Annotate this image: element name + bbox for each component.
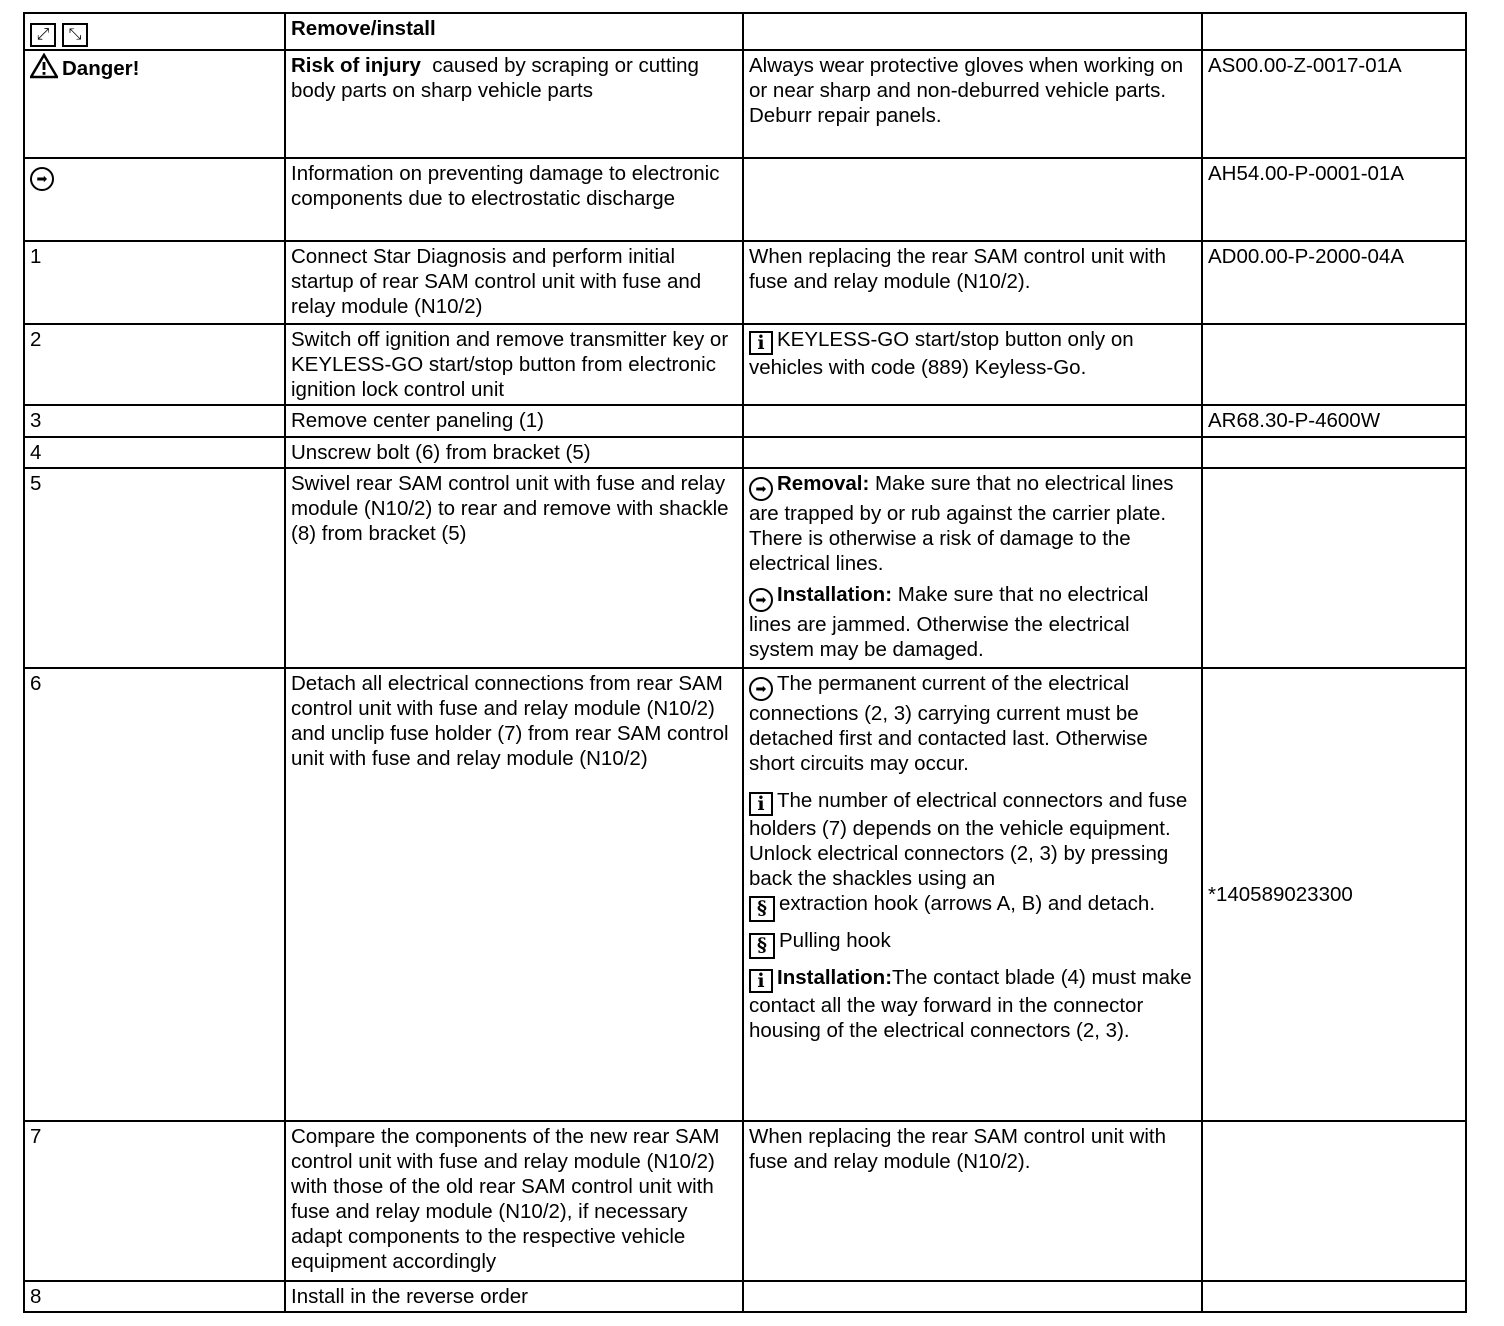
danger-note-1: Always wear protective gloves when working on or near sharp and non-deburred vehicle parts. <box>749 54 1184 102</box>
installation-text: The contact blade (4) must make contact all the way forward in the connector housing of the electrical connectors (2, 3). <box>749 966 1192 1042</box>
danger-note-2: Deburr repair panels. <box>749 104 942 127</box>
step-ref-cell <box>1202 405 1466 437</box>
step-text: Connect Star Diagnosis and perform initial startup of rear SAM control unit with fuse and relay module (N10/2) <box>291 245 702 318</box>
info-icon: i <box>749 331 773 355</box>
esd-damage-icon: ➡ <box>30 167 54 191</box>
pulling-hook-note <box>749 928 1196 959</box>
installation-label: Installation: <box>777 583 893 606</box>
header-empty-cell <box>743 13 1202 50</box>
danger-label-cell <box>24 50 285 158</box>
step-ref-cell <box>1202 1281 1466 1312</box>
step-text: Remove center paneling (1) <box>291 409 544 432</box>
table-row <box>24 324 1466 405</box>
danger-ref: AS00.00-Z-0017-01A <box>1208 54 1402 77</box>
step-note-cell <box>743 405 1202 437</box>
danger-ref-cell <box>1202 50 1466 158</box>
collapse-arrows-icon[interactable]: ⤡ <box>62 23 88 47</box>
step-note-cell <box>743 1121 1202 1281</box>
table-row <box>24 668 1466 1121</box>
step-note: KEYLESS-GO start/stop button only on vehicles with code (889) Keyless-Go. <box>749 328 1134 379</box>
step-number <box>24 468 285 668</box>
step-text-cell <box>285 324 743 405</box>
step-text-cell <box>285 668 743 1121</box>
removal-label: Removal: <box>777 472 870 495</box>
hook-note <box>749 891 1196 922</box>
esd-note-cell <box>743 158 1202 241</box>
step-number-text: 1 <box>30 245 42 268</box>
step-ref-cell <box>1202 468 1466 668</box>
removal-text: Make sure that no electrical lines are trapped by or rub against the carrier plate. There is otherwise a risk of damage to the electrical lines. <box>749 472 1174 575</box>
procedure-table <box>23 12 1467 1313</box>
step-note-cell <box>743 468 1202 668</box>
special-tool-icon: § <box>749 933 775 959</box>
step-number <box>24 405 285 437</box>
esd-note-text: The permanent current of the electrical connections (2, 3) carrying current must be detached first and contacted last. Otherwise short circuits may occur. <box>749 672 1148 775</box>
step-text-cell <box>285 405 743 437</box>
installation-note <box>749 582 1196 662</box>
esd-damage-icon: ➡ <box>749 677 773 701</box>
step-number <box>24 1281 285 1312</box>
step-ref-cell <box>1202 241 1466 324</box>
step-text-cell <box>285 241 743 324</box>
esd-text: Information on preventing damage to electronic components due to electrostatic discharge <box>291 162 720 210</box>
step-number <box>24 668 285 1121</box>
step-ref-cell <box>1202 1121 1466 1281</box>
table-row <box>24 405 1466 437</box>
table-row <box>24 1281 1466 1312</box>
step-text-cell <box>285 468 743 668</box>
step-ref-cell <box>1202 437 1466 468</box>
pulling-hook-text: Pulling hook <box>779 929 891 952</box>
step-note: When replacing the rear SAM control unit with fuse and relay module (N10/2). <box>749 245 1167 293</box>
esd-row <box>24 158 1466 241</box>
hook-note-text: extraction hook (arrows A, B) and detach. <box>779 892 1156 915</box>
info-icon: i <box>749 792 773 816</box>
step-text-cell <box>285 1121 743 1281</box>
step-number-text: 7 <box>30 1125 42 1148</box>
step-text: Detach all electrical connections from rear SAM control unit with fuse and relay module (N10/2) and unclip fuse holder (7) from rear SAM control unit with fuse and relay module (N10/2) <box>291 672 729 770</box>
table-row <box>24 1121 1466 1281</box>
header-empty-cell-2 <box>1202 13 1466 50</box>
step-ref-cell <box>1202 668 1466 1121</box>
esd-text-cell <box>285 158 743 241</box>
step-number <box>24 241 285 324</box>
risk-bold: Risk of injury <box>291 54 421 77</box>
warning-triangle-icon <box>30 53 58 79</box>
step-note: When replacing the rear SAM control unit with fuse and relay module (N10/2). <box>749 1125 1167 1173</box>
esd-note <box>749 671 1196 776</box>
step-number-text: 3 <box>30 409 42 432</box>
installation-note <box>749 965 1196 1043</box>
step-number-text: 8 <box>30 1285 42 1308</box>
danger-risk-cell <box>285 50 743 158</box>
step-text-cell <box>285 1281 743 1312</box>
info-icon: i <box>749 969 773 993</box>
installation-label: Installation: <box>777 966 893 989</box>
step-text: Compare the components of the new rear SAM control unit with fuse and relay module (N10/2) with those of the old rear SAM control unit with fuse and relay module (N10/2), if necessary adapt components to the respective vehicle equipment accordingly <box>291 1125 720 1273</box>
step-text: Install in the reverse order <box>291 1285 529 1308</box>
esd-icon-cell <box>24 158 285 241</box>
table-row <box>24 437 1466 468</box>
removal-note <box>749 471 1196 576</box>
esd-ref-cell <box>1202 158 1466 241</box>
step-note-cell <box>743 668 1202 1121</box>
step-number <box>24 437 285 468</box>
expand-arrows-icon[interactable]: ⤢ <box>30 23 56 47</box>
step-note-cell <box>743 241 1202 324</box>
step-ref: *140589023300 <box>1208 883 1353 906</box>
risk-text: caused by scraping or cutting body parts on sharp vehicle parts <box>291 54 699 102</box>
esd-ref: AH54.00-P-0001-01A <box>1208 162 1405 185</box>
special-tool-icon: § <box>749 896 775 922</box>
step-ref-cell <box>1202 324 1466 405</box>
danger-note-cell <box>743 50 1202 158</box>
step-text-cell <box>285 437 743 468</box>
unlock-note: Unlock electrical connectors (2, 3) by pressing back the shackles using an <box>749 842 1169 890</box>
step-number <box>24 324 285 405</box>
header-row <box>24 13 1466 50</box>
step-ref: AD00.00-P-2000-04A <box>1208 245 1405 268</box>
step-number-text: 2 <box>30 328 42 351</box>
step-note-cell <box>743 1281 1202 1312</box>
spacer <box>749 776 1196 788</box>
step-number-text: 6 <box>30 672 42 695</box>
table-row <box>24 241 1466 324</box>
installation-text: Make sure that no electrical lines are jammed. Otherwise the electrical system may be damaged. <box>749 583 1149 661</box>
step-number <box>24 1121 285 1281</box>
step-note-cell <box>743 437 1202 468</box>
esd-damage-icon: ➡ <box>749 477 773 501</box>
step-number-text: 5 <box>30 472 42 495</box>
header-icons-cell <box>24 13 285 50</box>
step-text: Swivel rear SAM control unit with fuse and relay module (N10/2) to rear and remove with shackle (8) from bracket (5) <box>291 472 729 545</box>
esd-damage-icon: ➡ <box>749 588 773 612</box>
header-title-text: Remove/install <box>291 17 436 40</box>
step-text: Switch off ignition and remove transmitter key or KEYLESS-GO start/stop button from electronic ignition lock control unit <box>291 328 729 401</box>
step-text: Unscrew bolt (6) from bracket (5) <box>291 441 591 464</box>
danger-row <box>24 50 1466 158</box>
danger-label: Danger! <box>62 57 140 80</box>
info-note-text: The number of electrical connectors and fuse holders (7) depends on the vehicle equipment. <box>749 789 1188 840</box>
step-note-cell <box>743 324 1202 405</box>
step-ref: AR68.30-P-4600W <box>1208 409 1381 432</box>
step-number-text: 4 <box>30 441 42 464</box>
header-title <box>285 13 743 50</box>
info-note <box>749 788 1196 841</box>
table-row <box>24 468 1466 668</box>
